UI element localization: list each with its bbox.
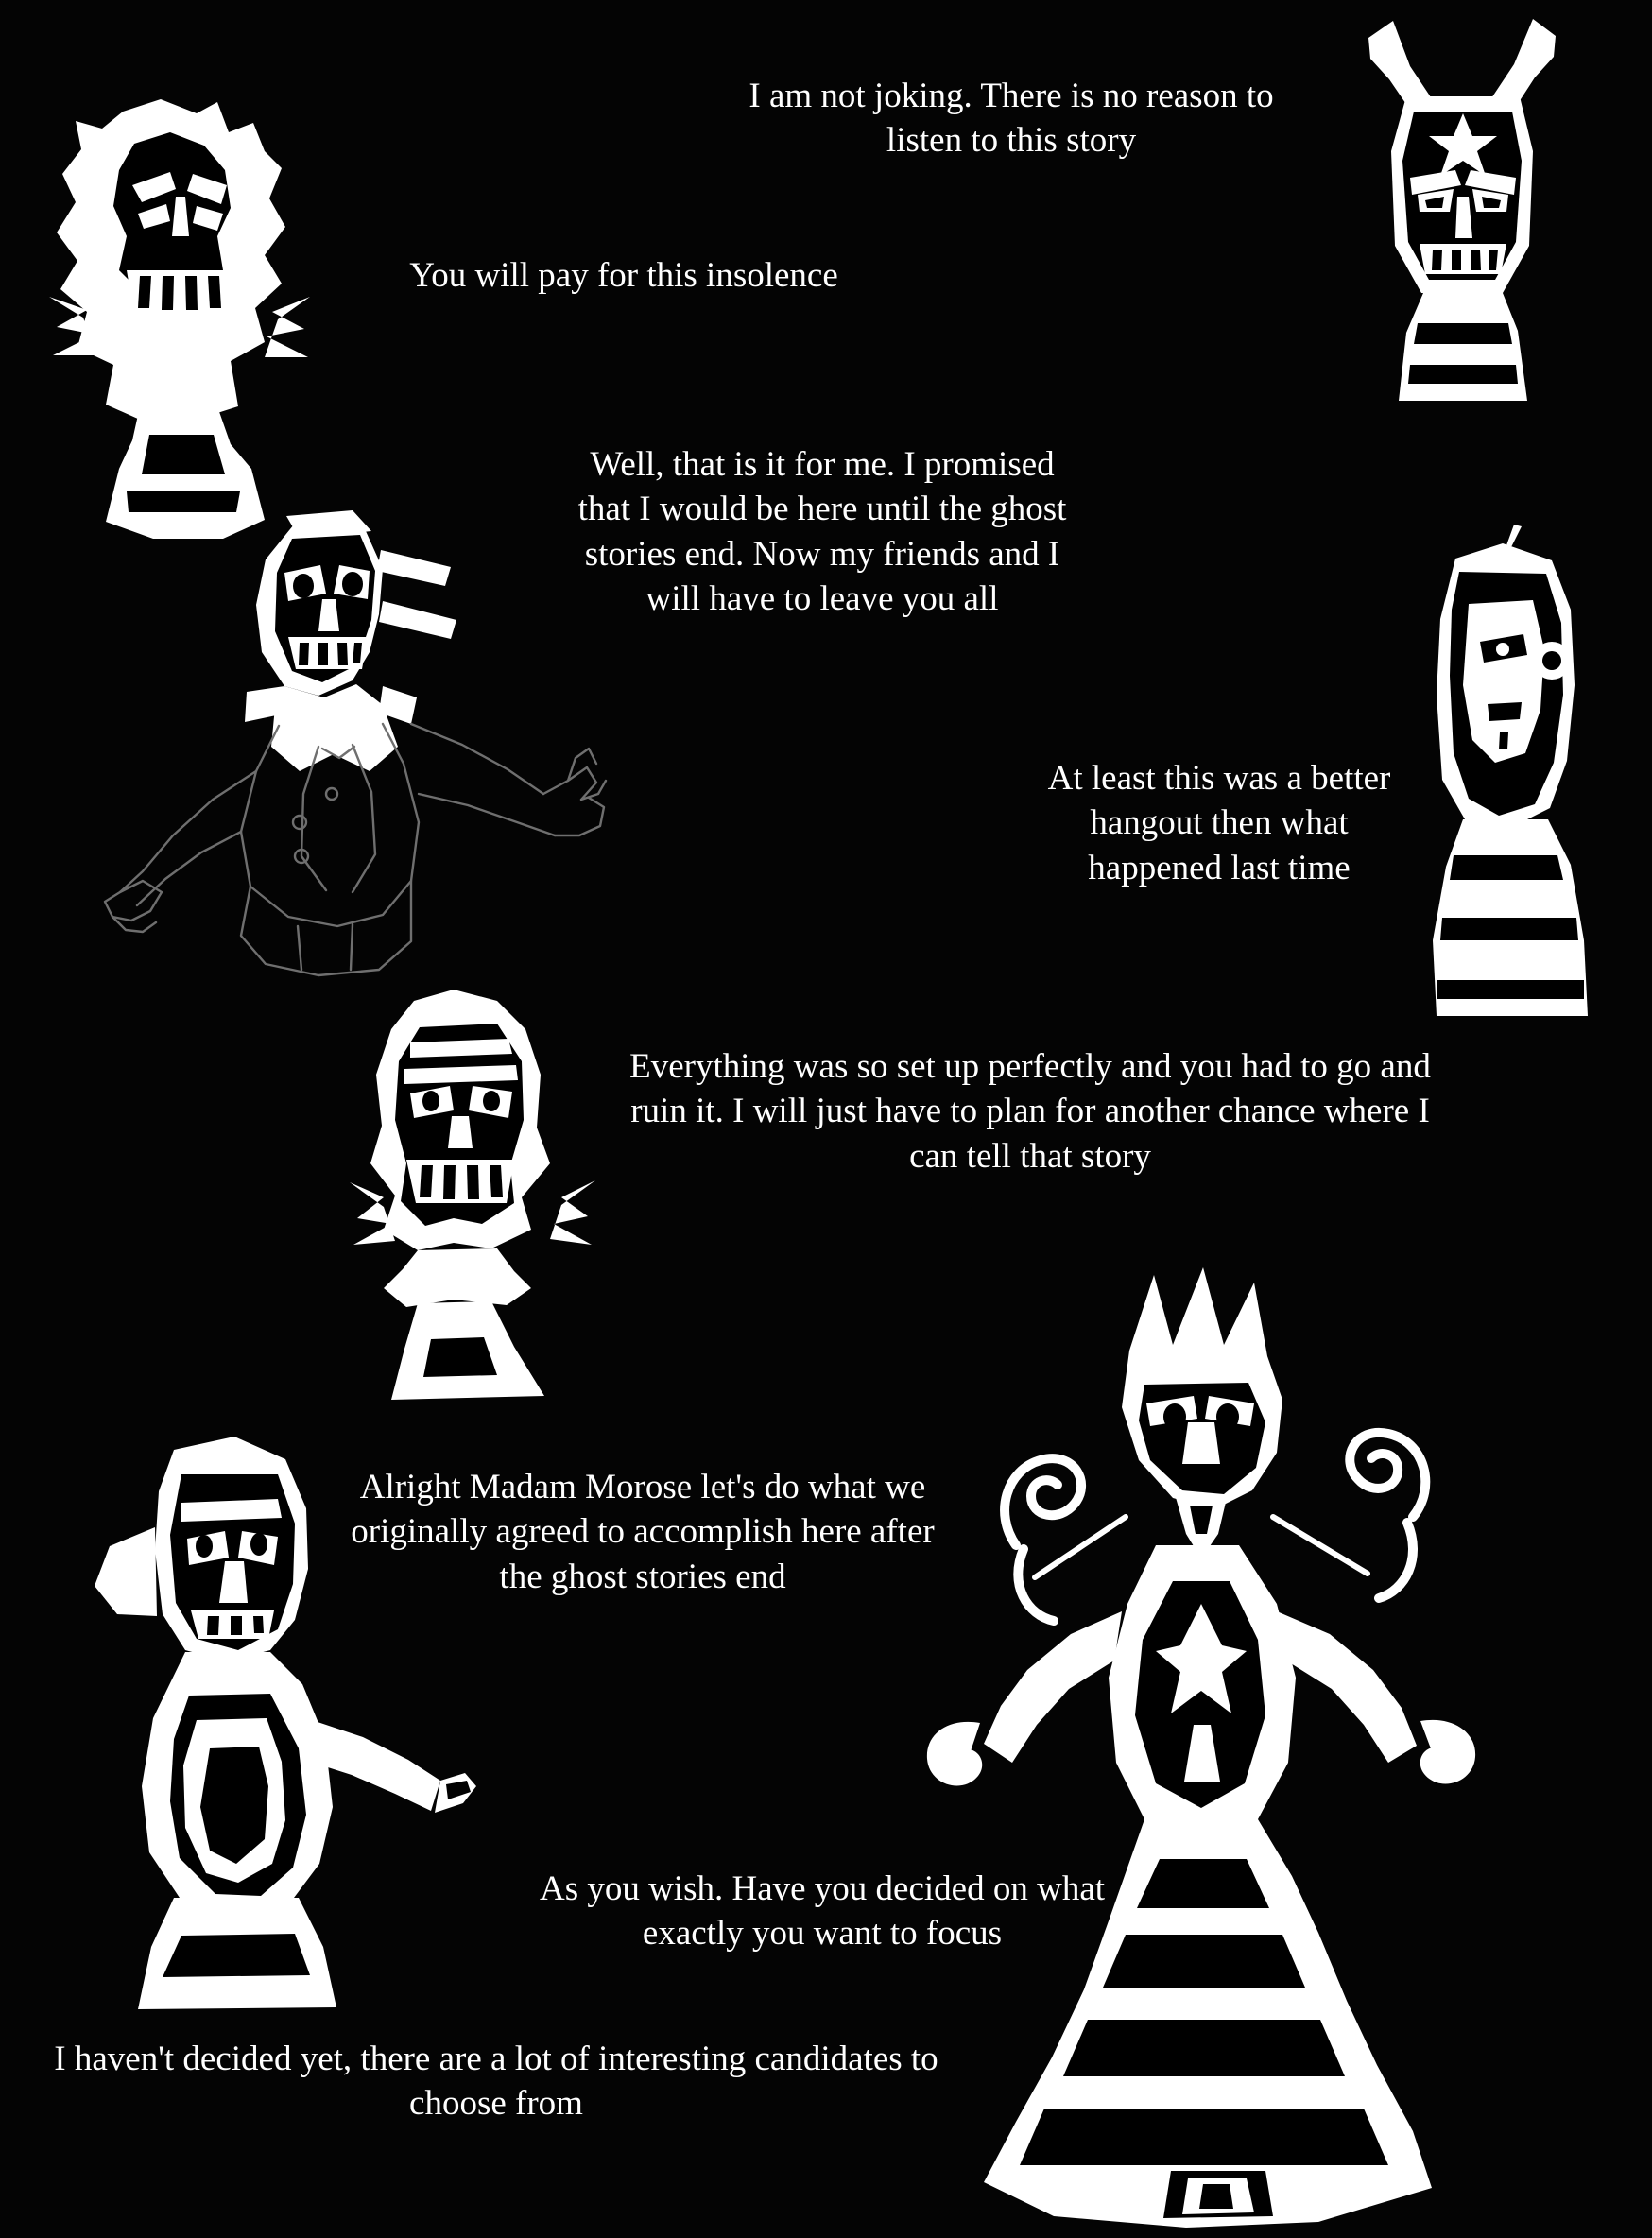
dialogue-line-4: At least this was a better hangout then what happened last time bbox=[1047, 759, 1391, 887]
character-star-masked-figure bbox=[1351, 9, 1574, 402]
dialogue-line-1: I am not joking. There is no reason to listen to this story bbox=[749, 77, 1274, 161]
dialogue-line-6: Alright Madam Morose let's do what we originally agreed to accomplish here after the ghost stories end bbox=[351, 1468, 935, 1596]
character-madam-morose bbox=[903, 1233, 1526, 2235]
dialogue-line-2: You will pay for this insolence bbox=[409, 256, 838, 295]
character-hooded-figure bbox=[1408, 543, 1607, 1040]
dialogue-line-5: Everything was so set up perfectly and you had to go and ruin it. I will just have to plan for another chance where I can tell that story bbox=[629, 1047, 1431, 1176]
dialogue-line-3: Well, that is it for me. I promised that I would be here until the ghost stories end. Now my friends and I will have to leave you all bbox=[577, 445, 1067, 619]
character-suited-skull-figure bbox=[99, 510, 610, 1002]
character-striped-skull-figure bbox=[312, 988, 633, 1403]
dialogue-line-7: As you wish. Have you decided on what exactly you want to focus bbox=[539, 1869, 1106, 1954]
dialogue-line-8: I haven't decided yet, there are a lot of interesting candidates to choose from bbox=[54, 2040, 938, 2124]
character-fanged-skull-figure bbox=[28, 95, 331, 548]
